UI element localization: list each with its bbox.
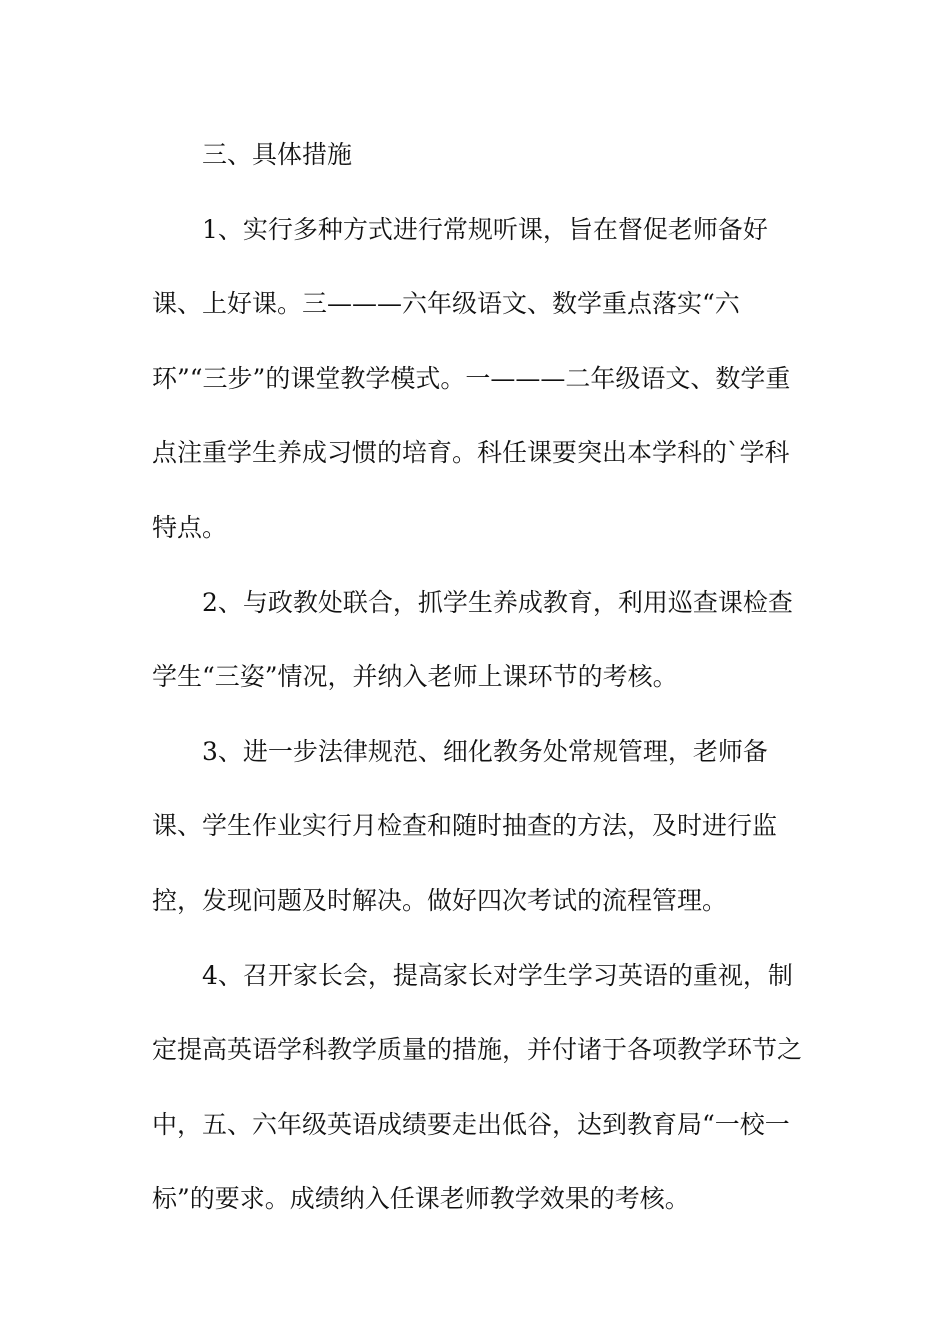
section-heading: 三、具体措施 (202, 140, 353, 169)
paragraph-3: 3、进一步法律规范、细化教务处常规管理，老师备课、学生作业实行月检查和随时抽查的方法，及时进行监控，发现问题及时解决。做好四次考试的流程管理。 (152, 736, 778, 915)
paragraph-4: 4、召开家长会，提高家长对学生学习英语的重视，制定提高英语学科教学质量的措施，并付诸于各项教学环节之中，五、六年级英语成绩要走出低谷，达到教育局“一校一标”的要求。成绩纳入任课老师教学效果的考核。 (152, 960, 803, 1214)
document-body (152, 118, 812, 1237)
paragraph-2: 2、与政教处联合，抓学生养成教育，利用巡查课检查学生“三姿”情况，并纳入老师上课环节的考核。 (152, 587, 793, 692)
paragraph-1: 1、实行多种方式进行常规听课，旨在督促老师备好课、上好课。三———六年级语文、数学重点落实“六环”“三步”的课堂教学模式。一———二年级语文、数学重点注重学生养成习惯的培育。科任课要突出本学科的`学科特点。 (152, 214, 791, 542)
